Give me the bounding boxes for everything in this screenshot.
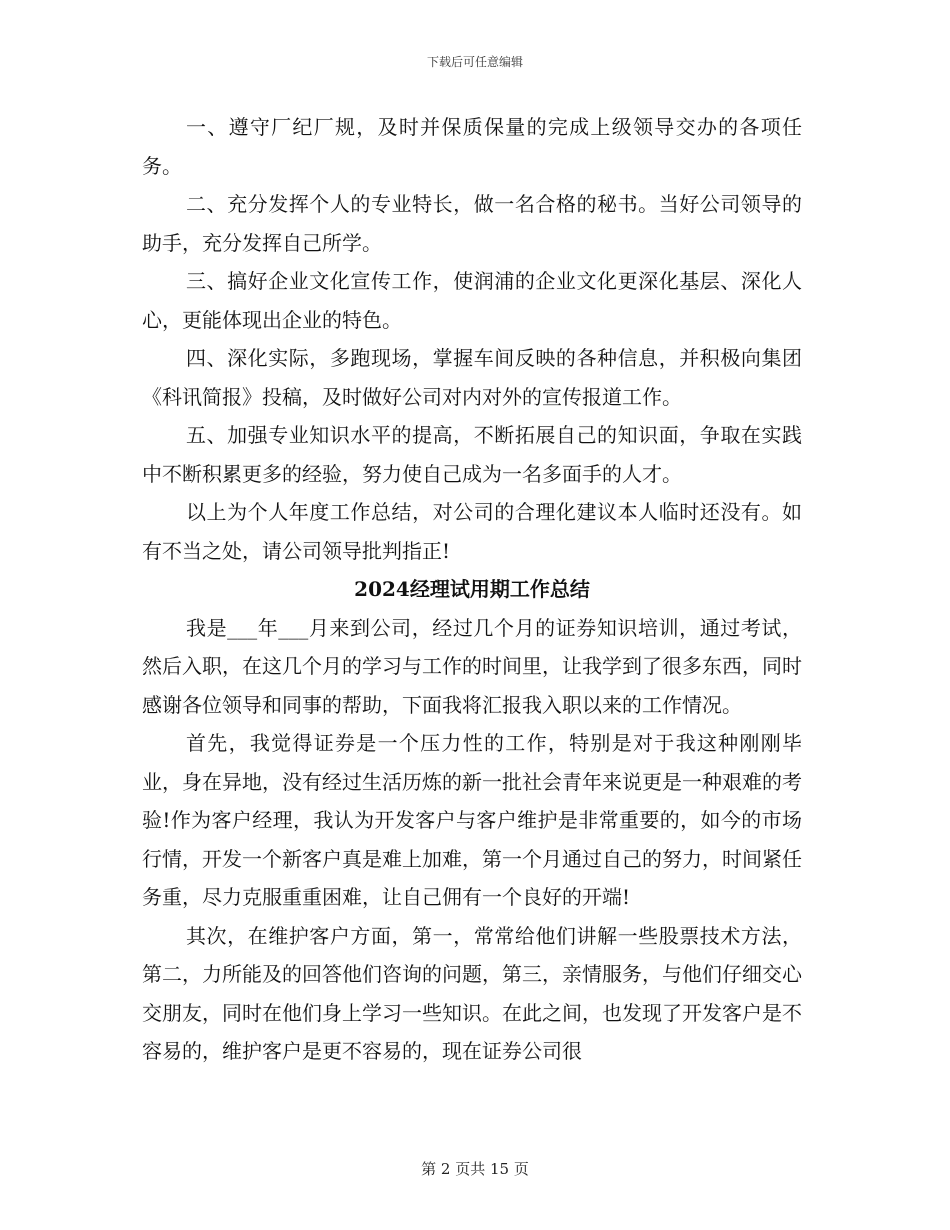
document-body bbox=[142, 108, 802, 1071]
paragraph-3: 三、搞好企业文化宣传工作，使润浦的企业文化更深化基层、深化人心，更能体现出企业的特色。 bbox=[142, 269, 802, 332]
paragraph-6: 以上为个人年度工作总结，对公司的合理化建议本人临时还没有。如有不当之处，请公司领导批判指正! bbox=[142, 500, 802, 563]
paragraph-5: 五、加强专业知识水平的提高，不断拓展自己的知识面，争取在实践中不断积累更多的经验，努力使自己成为一名多面手的人才。 bbox=[142, 423, 802, 486]
section-title: 2024经理试用期工作总结 bbox=[354, 577, 590, 601]
paragraph-2: 二、充分发挥个人的专业特长，做一名合格的秘书。当好公司领导的助手，充分发挥自己所学。 bbox=[142, 192, 802, 255]
page-header: 下载后可任意编辑 bbox=[426, 55, 523, 69]
paragraph-8: 首先，我觉得证券是一个压力性的工作，特别是对于我这种刚刚毕业，身在异地，没有经过生活历炼的新一批社会青年来说更是一种艰难的考验!作为客户经理，我认为开发客户与客户维护是非常重要的，如今的市场行情，开发一个新客户真是难上加难，第一个月通过自己的努力，时间紧任务重，尽力克服重重困难，让自己佣有一个良好的开端! bbox=[142, 731, 802, 909]
paragraph-4: 四、深化实际，多跑现场，掌握车间反映的各种信息，并积极向集团《科讯简报》投稿，及时做好公司对内对外的宣传报道工作。 bbox=[142, 346, 802, 409]
paragraph-9: 其次，在维护客户方面，第一，常常给他们讲解一些股票技术方法，第二，力所能及的回答他们咨询的问题，第三，亲情服务，与他们仔细交心交朋友，同时在他们身上学习一些知识。在此之间，也发现了开发客户是不容易的，维护客户是更不容易的，现在证券公司很 bbox=[142, 923, 802, 1063]
paragraph-1: 一、遵守厂纪厂规，及时并保质保量的完成上级领导交办的各项任务。 bbox=[142, 115, 802, 178]
page-footer: 第 2 页共 15 页 bbox=[421, 1160, 529, 1178]
paragraph-7: 我是___年___月来到公司，经过几个月的证券知识培训，通过考试，然后入职，在这几个月的学习与工作的时间里，让我学到了很多东西，同时感谢各位领导和同事的帮助，下面我将汇报我入职以来的工作情况。 bbox=[142, 615, 802, 717]
